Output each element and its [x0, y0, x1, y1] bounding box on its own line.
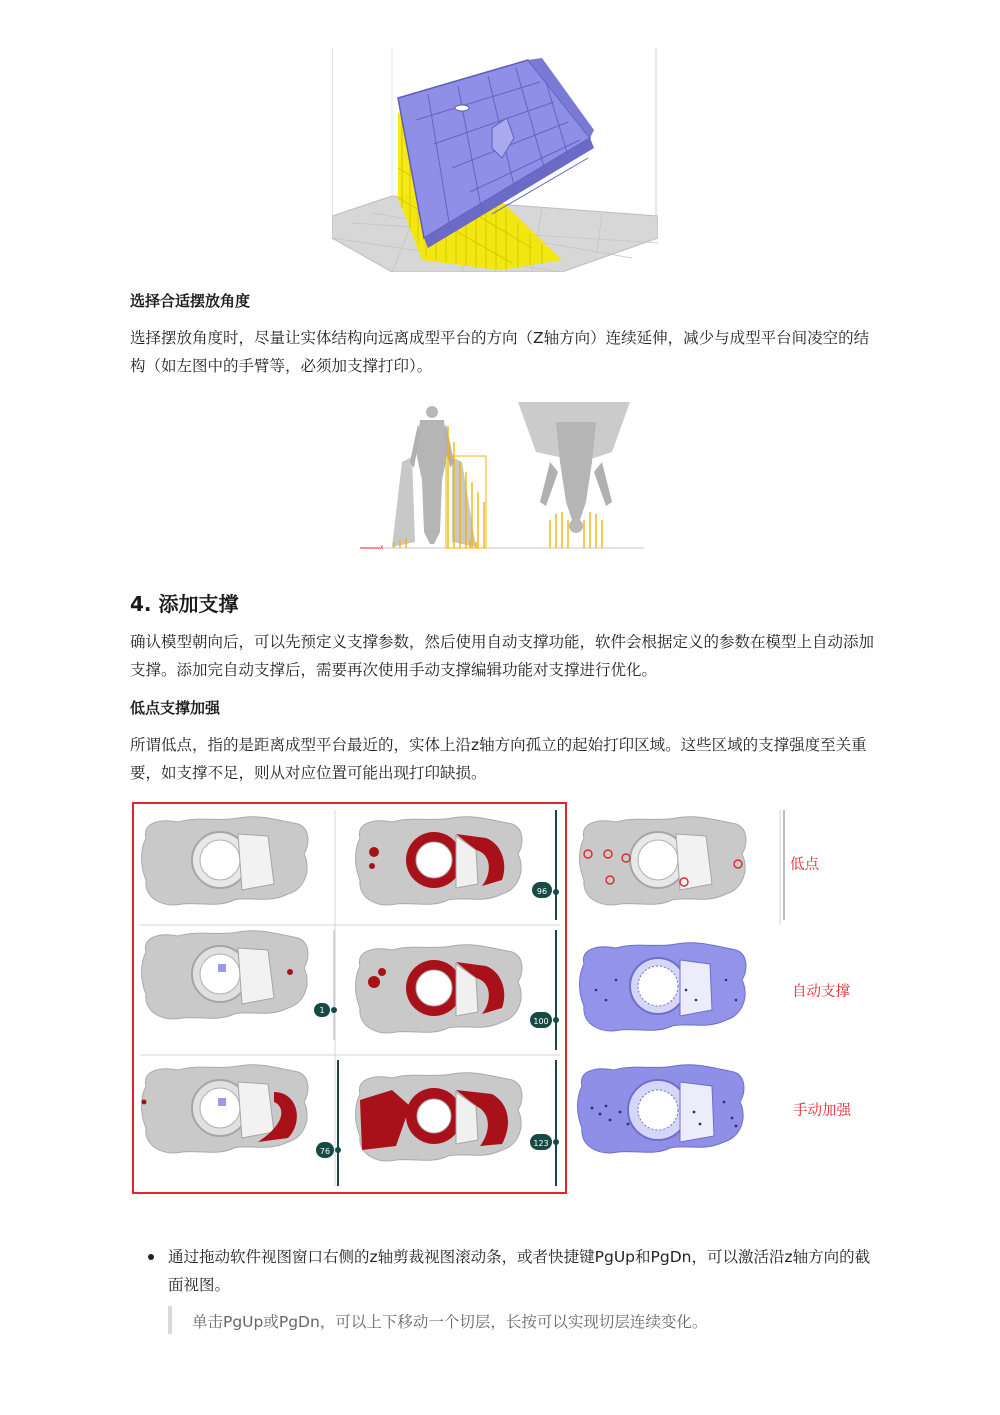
- label-auto-support: 自动支撑: [792, 984, 850, 1000]
- slider-value-2: 100: [533, 1017, 549, 1026]
- section-paragraph-orientation: 选择摆放角度时，尽量让实体结构向远离成型平台的方向（Z轴方向）连续延伸，减少与成型平台间凌空的结构（如左图中的手臂等，必须加支撑打印）。: [130, 329, 870, 375]
- section-heading-orientation: 选择合适摆放角度: [130, 292, 251, 310]
- slider-value-3: 123: [533, 1139, 549, 1148]
- bullet-item-0: 通过拖动软件视图窗口右侧的z轴剪裁视图滚动条，或者快捷键PgUp和PgDn，可以激活沿z轴方向的截面视图。: [168, 1248, 871, 1294]
- subparagraph-low-point: 所谓低点，指的是距离成型平台最近的，实体上沿z轴方向孤立的起始打印区域。这些区域的支撑强度至关重要，如支撑不足，则从对应位置可能出现打印缺损。: [130, 736, 867, 782]
- slider-value-1: 96: [536, 887, 548, 896]
- figure-tilted-plate: [332, 48, 658, 272]
- section-paragraph-add-supports: 确认模型朝向后，可以先预定义支撑参数，然后使用自动支撑功能，软件会根据定义的参数在模型上自动添加支撑。添加完自动支撑后，需要再次使用手动支撑编辑功能对支撑进行优化。: [130, 633, 875, 679]
- figure-orientation-comparison: [360, 402, 644, 552]
- blockquote-bar: [168, 1306, 172, 1334]
- slider-left-value-2: 76: [319, 1147, 331, 1156]
- label-manual-reinforce: 手动加强: [793, 1103, 851, 1119]
- figure-low-point-supports: [130, 800, 870, 1196]
- label-low-point: 低点: [790, 857, 819, 873]
- svg-text:x: x: [380, 544, 384, 551]
- blockquote-text: 单击PgUp或PgDn，可以上下移动一个切层，长按可以实现切层连续变化。: [192, 1313, 708, 1331]
- section-title-add-supports: 4. 添加支撑: [130, 592, 239, 616]
- subheading-low-point: 低点支撑加强: [130, 699, 221, 717]
- slider-left-value: 1: [319, 1006, 325, 1015]
- bullet-marker: [148, 1254, 154, 1260]
